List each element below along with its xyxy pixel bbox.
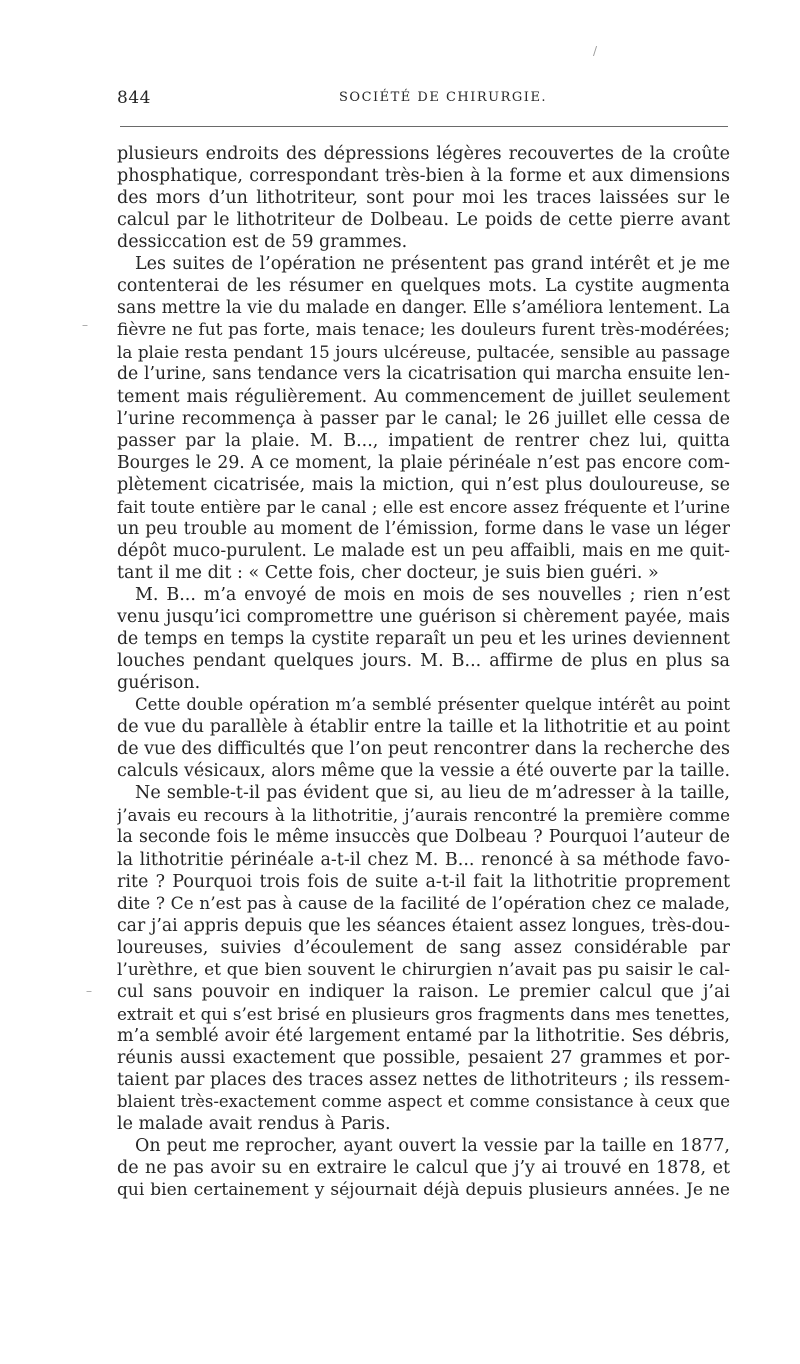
text-line: un peu trouble au moment de l’émission, forme dans le vase un léger xyxy=(117,518,730,539)
text-line: tant il me dit : « Cette fois, cher docteur, je suis bien guéri. » xyxy=(117,562,659,583)
text-line: de vue des difficultés que l’on peut rencontrer dans la recherche des xyxy=(117,739,730,760)
text-line: j’avais eu recours à la lithotritie, j’aurais rencontré la première comme xyxy=(117,805,730,826)
text-line: dite ? Ce n’est pas à cause de la facilité de l’opération chez ce malade, xyxy=(117,893,730,914)
text-line: tement mais régulièrement. Au commencement de juillet seulement xyxy=(117,386,730,407)
text-line: taient par places des traces assez nettes de lithotriteurs ; ils ressem- xyxy=(117,1069,730,1090)
text-line: qui bien certainement y séjournait déjà depuis plusieurs années. Je ne xyxy=(117,1180,730,1201)
text-line: fièvre ne fut pas forte, mais tenace; les douleurs furent très-modérées; xyxy=(117,320,730,341)
text-line: dépôt muco-purulent. Le malade est un peu affaibli, mais en me quit- xyxy=(117,540,730,561)
text-line: calculs vésicaux, alors même que la vessie a été ouverte par la taille. xyxy=(117,761,730,782)
text-line: de l’urine, sans tendance vers la cicatrisation qui marcha ensuite len- xyxy=(117,364,730,385)
text-line: fait toute entière par le canal ; elle est encore assez fréquente et l’urine xyxy=(117,496,730,517)
text-line: de ne pas avoir su en extraire le calcul que j’y ai trouvé en 1878, et xyxy=(117,1158,730,1179)
text-line: passer par la plaie. M. B..., impatient de rentrer chez lui, quitta xyxy=(117,430,730,451)
text-line: venu jusqu’ici compromettre une guérison si chèrement payée, mais xyxy=(117,606,730,627)
text-line: réunis aussi exactement que possible, pesaient 27 grammes et por- xyxy=(117,1047,730,1068)
text-line: phosphatique, correspondant très-bien à la forme et aux dimensions xyxy=(117,166,730,187)
text-line: m’a semblé avoir été largement entamé par la lithotritie. Ses débris, xyxy=(117,1025,730,1046)
text-line: dessiccation est de 59 grammes. xyxy=(117,232,408,253)
margin-dash-mark: – xyxy=(82,318,88,332)
text-line: plusieurs endroits des dépressions légères recouvertes de la croûte xyxy=(117,144,730,164)
text-line: blaient très-exactement comme aspect et comme consistance à ceux que xyxy=(117,1092,730,1112)
text-line: Les suites de l’opération ne présentent pas grand intérêt et je me xyxy=(135,254,730,275)
text-line: cul sans pouvoir en indiquer la raison. Le premier calcul que j’ai xyxy=(117,981,730,1002)
text-line: l’urine recommença à passer par le canal; le 26 juillet elle cessa de xyxy=(117,408,730,429)
text-line: la seconde fois le même insuccès que Dolbeau ? Pourquoi l’auteur de xyxy=(117,827,730,848)
text-line: extrait et qui s’est brisé en plusieurs gros fragments dans mes tenettes, xyxy=(117,1003,730,1024)
text-line: M. B... m’a envoyé de mois en mois de ses nouvelles ; rien n’est xyxy=(135,584,730,605)
margin-tick-mark: / xyxy=(593,44,598,58)
text-line: des mors d’un lithotriteur, sont pour moi les traces laissées sur le xyxy=(117,188,730,209)
text-line: de vue du parallèle à établir entre la taille et la lithotritie et au point xyxy=(117,717,730,738)
text-line: contenterai de les résumer en quelques mots. La cystite augmenta xyxy=(117,276,730,297)
text-line: la plaie resta pendant 15 jours ulcéreuse, pultacée, sensible au passage xyxy=(117,342,730,363)
text-line: de temps en temps la cystite reparaît un peu et les urines deviennent xyxy=(117,629,730,650)
text-line: Ne semble-t-il pas évident que si, au lieu de m’adresser à la taille, xyxy=(135,783,730,804)
page-number: 844 xyxy=(117,88,151,108)
text-line: rite ? Pourquoi trois fois de suite a-t-il fait la lithotritie proprement xyxy=(117,871,730,892)
text-line: Bourges le 29. A ce moment, la plaie périnéale n’est pas encore com- xyxy=(117,452,730,473)
page-header xyxy=(117,88,729,112)
text-line: sans mettre la vie du malade en danger. Elle s’améliora lentement. La xyxy=(117,298,730,319)
text-line: calcul par le lithotriteur de Dolbeau. Le poids de cette pierre avant xyxy=(117,210,730,231)
running-title: SOCIÉTÉ DE CHIRURGIE. xyxy=(339,90,548,105)
body-text xyxy=(117,143,730,1201)
text-line: la lithotritie périnéale a-t-il chez M. B... renoncé à sa méthode favo- xyxy=(117,849,730,870)
text-line: loureuses, suivies d’écoulement de sang assez considérable par xyxy=(117,937,730,958)
text-line: l’urèthre, et que bien souvent le chirurgien n’avait pas pu saisir le cal- xyxy=(117,959,730,980)
text-line: le malade avait rendus à Paris. xyxy=(117,1114,391,1135)
text-line: On peut me reprocher, ayant ouvert la vessie par la taille en 1877, xyxy=(135,1136,730,1157)
text-line: guérison. xyxy=(117,673,201,694)
header-rule xyxy=(120,126,728,127)
margin-dash-mark: – xyxy=(86,984,92,998)
text-line: Cette double opération m’a semblé présenter quelque intérêt au point xyxy=(135,695,730,715)
text-line: louches pendant quelques jours. M. B... affirme de plus en plus sa xyxy=(117,651,730,672)
text-line: car j’ai appris depuis que les séances étaient assez longues, très-dou- xyxy=(117,915,730,936)
text-line: plètement cicatrisée, mais la miction, qui n’est plus douloureuse, se xyxy=(117,474,730,495)
